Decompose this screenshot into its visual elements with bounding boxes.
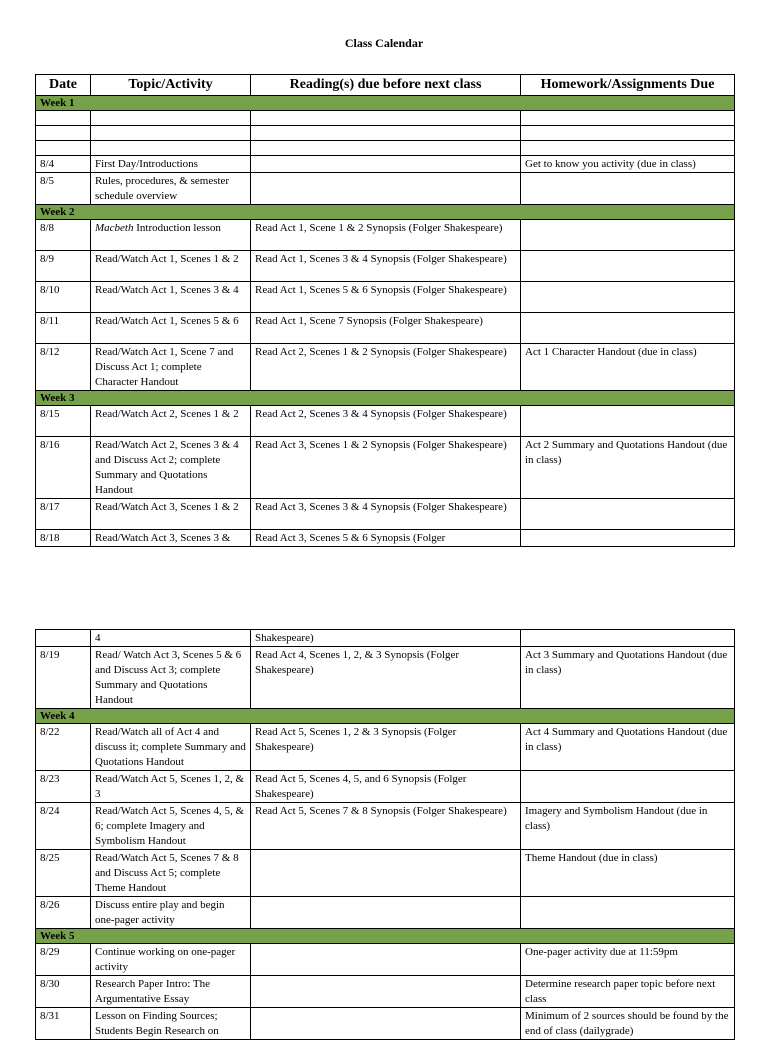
date-cell: 8/25: [36, 850, 91, 897]
homework-cell: [521, 630, 735, 647]
table-header-row: [36, 75, 735, 96]
homework-cell: [521, 530, 735, 547]
week-row: [36, 709, 735, 724]
date-cell: 8/12: [36, 344, 91, 391]
date-cell: 8/15: [36, 406, 91, 437]
reading-cell: Read Act 3, Scenes 1 & 2 Synopsis (Folger Shakespeare): [251, 437, 521, 499]
date-cell: 8/11: [36, 313, 91, 344]
homework-cell: Get to know you activity (due in class): [521, 156, 735, 173]
table-row: [36, 344, 735, 391]
topic-cell: 4: [91, 630, 251, 647]
reading-cell: [251, 156, 521, 173]
topic-cell: Continue working on one-pager activity: [91, 944, 251, 976]
header-reading: Reading(s) due before next class: [251, 75, 521, 96]
week-label: Week 4: [36, 709, 735, 724]
homework-cell: Minimum of 2 sources should be found by the end of class (dailygrade): [521, 1008, 735, 1040]
reading-cell: [251, 976, 521, 1008]
reading-cell: Read Act 3, Scenes 5 & 6 Synopsis (Folger: [251, 530, 521, 547]
table-row: [36, 850, 735, 897]
class-calendar-table-continued: [35, 629, 735, 1040]
table-row: [36, 156, 735, 173]
homework-cell: [521, 406, 735, 437]
reading-cell: Read Act 2, Scenes 3 & 4 Synopsis (Folger Shakespeare): [251, 406, 521, 437]
table-row: [36, 530, 735, 547]
reading-cell: [251, 944, 521, 976]
topic-cell: Rules, procedures, & semester schedule overview: [91, 173, 251, 205]
topic-cell: Read/Watch Act 1, Scene 7 and Discuss Act 1; complete Character Handout: [91, 344, 251, 391]
homework-cell: [521, 220, 735, 251]
class-calendar-table: [35, 74, 735, 547]
topic-cell: Read/Watch Act 3, Scenes 3 &: [91, 530, 251, 547]
week-label: Week 2: [36, 205, 735, 220]
reading-cell: Read Act 2, Scenes 1 & 2 Synopsis (Folger Shakespeare): [251, 344, 521, 391]
homework-cell: [521, 251, 735, 282]
header-date: Date: [36, 75, 91, 96]
reading-cell: Read Act 5, Scenes 1, 2 & 3 Synopsis (Folger Shakespeare): [251, 724, 521, 771]
date-cell: 8/10: [36, 282, 91, 313]
table-row: [36, 406, 735, 437]
date-cell: 8/29: [36, 944, 91, 976]
date-cell: 8/31: [36, 1008, 91, 1040]
reading-cell: Shakespeare): [251, 630, 521, 647]
header-topic: Topic/Activity: [91, 75, 251, 96]
topic-cell: Lesson on Finding Sources; Students Begin Research on: [91, 1008, 251, 1040]
reading-cell: Read Act 5, Scenes 4, 5, and 6 Synopsis (Folger Shakespeare): [251, 771, 521, 803]
topic-cell: Read/Watch Act 5, Scenes 1, 2, & 3: [91, 771, 251, 803]
table-row: [36, 976, 735, 1008]
topic-cell: Read/Watch Act 5, Scenes 7 & 8 and Discuss Act 5; complete Theme Handout: [91, 850, 251, 897]
date-cell: 8/24: [36, 803, 91, 850]
homework-cell: [521, 897, 735, 929]
homework-cell: Act 3 Summary and Quotations Handout (due in class): [521, 647, 735, 709]
week-row: [36, 205, 735, 220]
topic-cell: First Day/Introductions: [91, 156, 251, 173]
week-label: Week 1: [36, 96, 735, 111]
document-title: Class Calendar: [344, 36, 424, 50]
date-cell: 8/5: [36, 173, 91, 205]
topic-cell: Read/Watch Act 2, Scenes 1 & 2: [91, 406, 251, 437]
date-cell: 8/26: [36, 897, 91, 929]
week-label: Week 3: [36, 391, 735, 406]
topic-cell: Read/Watch Act 5, Scenes 4, 5, & 6; complete Imagery and Symbolism Handout: [91, 803, 251, 850]
week-row: [36, 96, 735, 111]
date-cell: 8/18: [36, 530, 91, 547]
date-cell: 8/8: [36, 220, 91, 251]
table-row: [36, 803, 735, 850]
homework-cell: One-pager activity due at 11:59pm: [521, 944, 735, 976]
table-row: [36, 173, 735, 205]
reading-cell: [251, 173, 521, 205]
reading-cell: Read Act 3, Scenes 3 & 4 Synopsis (Folger Shakespeare): [251, 499, 521, 530]
play-title: Macbeth: [95, 222, 134, 234]
reading-cell: Read Act 5, Scenes 7 & 8 Synopsis (Folger Shakespeare): [251, 803, 521, 850]
topic-cell: Read/Watch Act 1, Scenes 3 & 4: [91, 282, 251, 313]
topic-cell: [91, 220, 251, 251]
table-row: [36, 499, 735, 530]
homework-cell: Imagery and Symbolism Handout (due in class): [521, 803, 735, 850]
date-cell: 8/23: [36, 771, 91, 803]
date-cell: 8/4: [36, 156, 91, 173]
topic-cell: Read/Watch Act 1, Scenes 5 & 6: [91, 313, 251, 344]
topic-cell: Read/ Watch Act 3, Scenes 5 & 6 and Discuss Act 3; complete Summary and Quotations Handout: [91, 647, 251, 709]
homework-cell: [521, 173, 735, 205]
homework-cell: [521, 771, 735, 803]
topic-cell: Research Paper Intro: The Argumentative Essay: [91, 976, 251, 1008]
homework-cell: [521, 313, 735, 344]
empty-row: [36, 126, 735, 141]
date-cell: [36, 630, 91, 647]
reading-cell: Read Act 1, Scenes 5 & 6 Synopsis (Folger Shakespeare): [251, 282, 521, 313]
table-row: [36, 630, 735, 647]
table-row: [36, 724, 735, 771]
week-row: [36, 929, 735, 944]
week-label: Week 5: [36, 929, 735, 944]
homework-cell: Act 4 Summary and Quotations Handout (due in class): [521, 724, 735, 771]
topic-cell: Discuss entire play and begin one-pager activity: [91, 897, 251, 929]
reading-cell: Read Act 4, Scenes 1, 2, & 3 Synopsis (Folger Shakespeare): [251, 647, 521, 709]
homework-cell: Act 1 Character Handout (due in class): [521, 344, 735, 391]
reading-cell: Read Act 1, Scenes 3 & 4 Synopsis (Folger Shakespeare): [251, 251, 521, 282]
topic-cell: Read/Watch all of Act 4 and discuss it; complete Summary and Quotations Handout: [91, 724, 251, 771]
table-row: [36, 220, 735, 251]
reading-cell: [251, 850, 521, 897]
table-row: [36, 771, 735, 803]
topic-cell: Read/Watch Act 1, Scenes 1 & 2: [91, 251, 251, 282]
table-row: [36, 313, 735, 344]
topic-text: Introduction lesson: [133, 222, 221, 234]
homework-cell: [521, 282, 735, 313]
homework-cell: Act 2 Summary and Quotations Handout (due in class): [521, 437, 735, 499]
table-row: [36, 647, 735, 709]
empty-row: [36, 141, 735, 156]
reading-cell: Read Act 1, Scene 1 & 2 Synopsis (Folger Shakespeare): [251, 220, 521, 251]
table-row: [36, 897, 735, 929]
table-row: [36, 282, 735, 313]
reading-cell: [251, 897, 521, 929]
empty-row: [36, 111, 735, 126]
date-cell: 8/9: [36, 251, 91, 282]
date-cell: 8/22: [36, 724, 91, 771]
topic-cell: Read/Watch Act 3, Scenes 1 & 2: [91, 499, 251, 530]
table-row: [36, 437, 735, 499]
date-cell: 8/19: [36, 647, 91, 709]
topic-cell: Read/Watch Act 2, Scenes 3 & 4 and Discuss Act 2; complete Summary and Quotations Handout: [91, 437, 251, 499]
homework-cell: Determine research paper topic before next class: [521, 976, 735, 1008]
homework-cell: Theme Handout (due in class): [521, 850, 735, 897]
date-cell: 8/17: [36, 499, 91, 530]
table-row: [36, 251, 735, 282]
week-row: [36, 391, 735, 406]
header-homework: Homework/Assignments Due: [521, 75, 735, 96]
reading-cell: Read Act 1, Scene 7 Synopsis (Folger Shakespeare): [251, 313, 521, 344]
date-cell: 8/30: [36, 976, 91, 1008]
table-row: [36, 944, 735, 976]
homework-cell: [521, 499, 735, 530]
date-cell: 8/16: [36, 437, 91, 499]
